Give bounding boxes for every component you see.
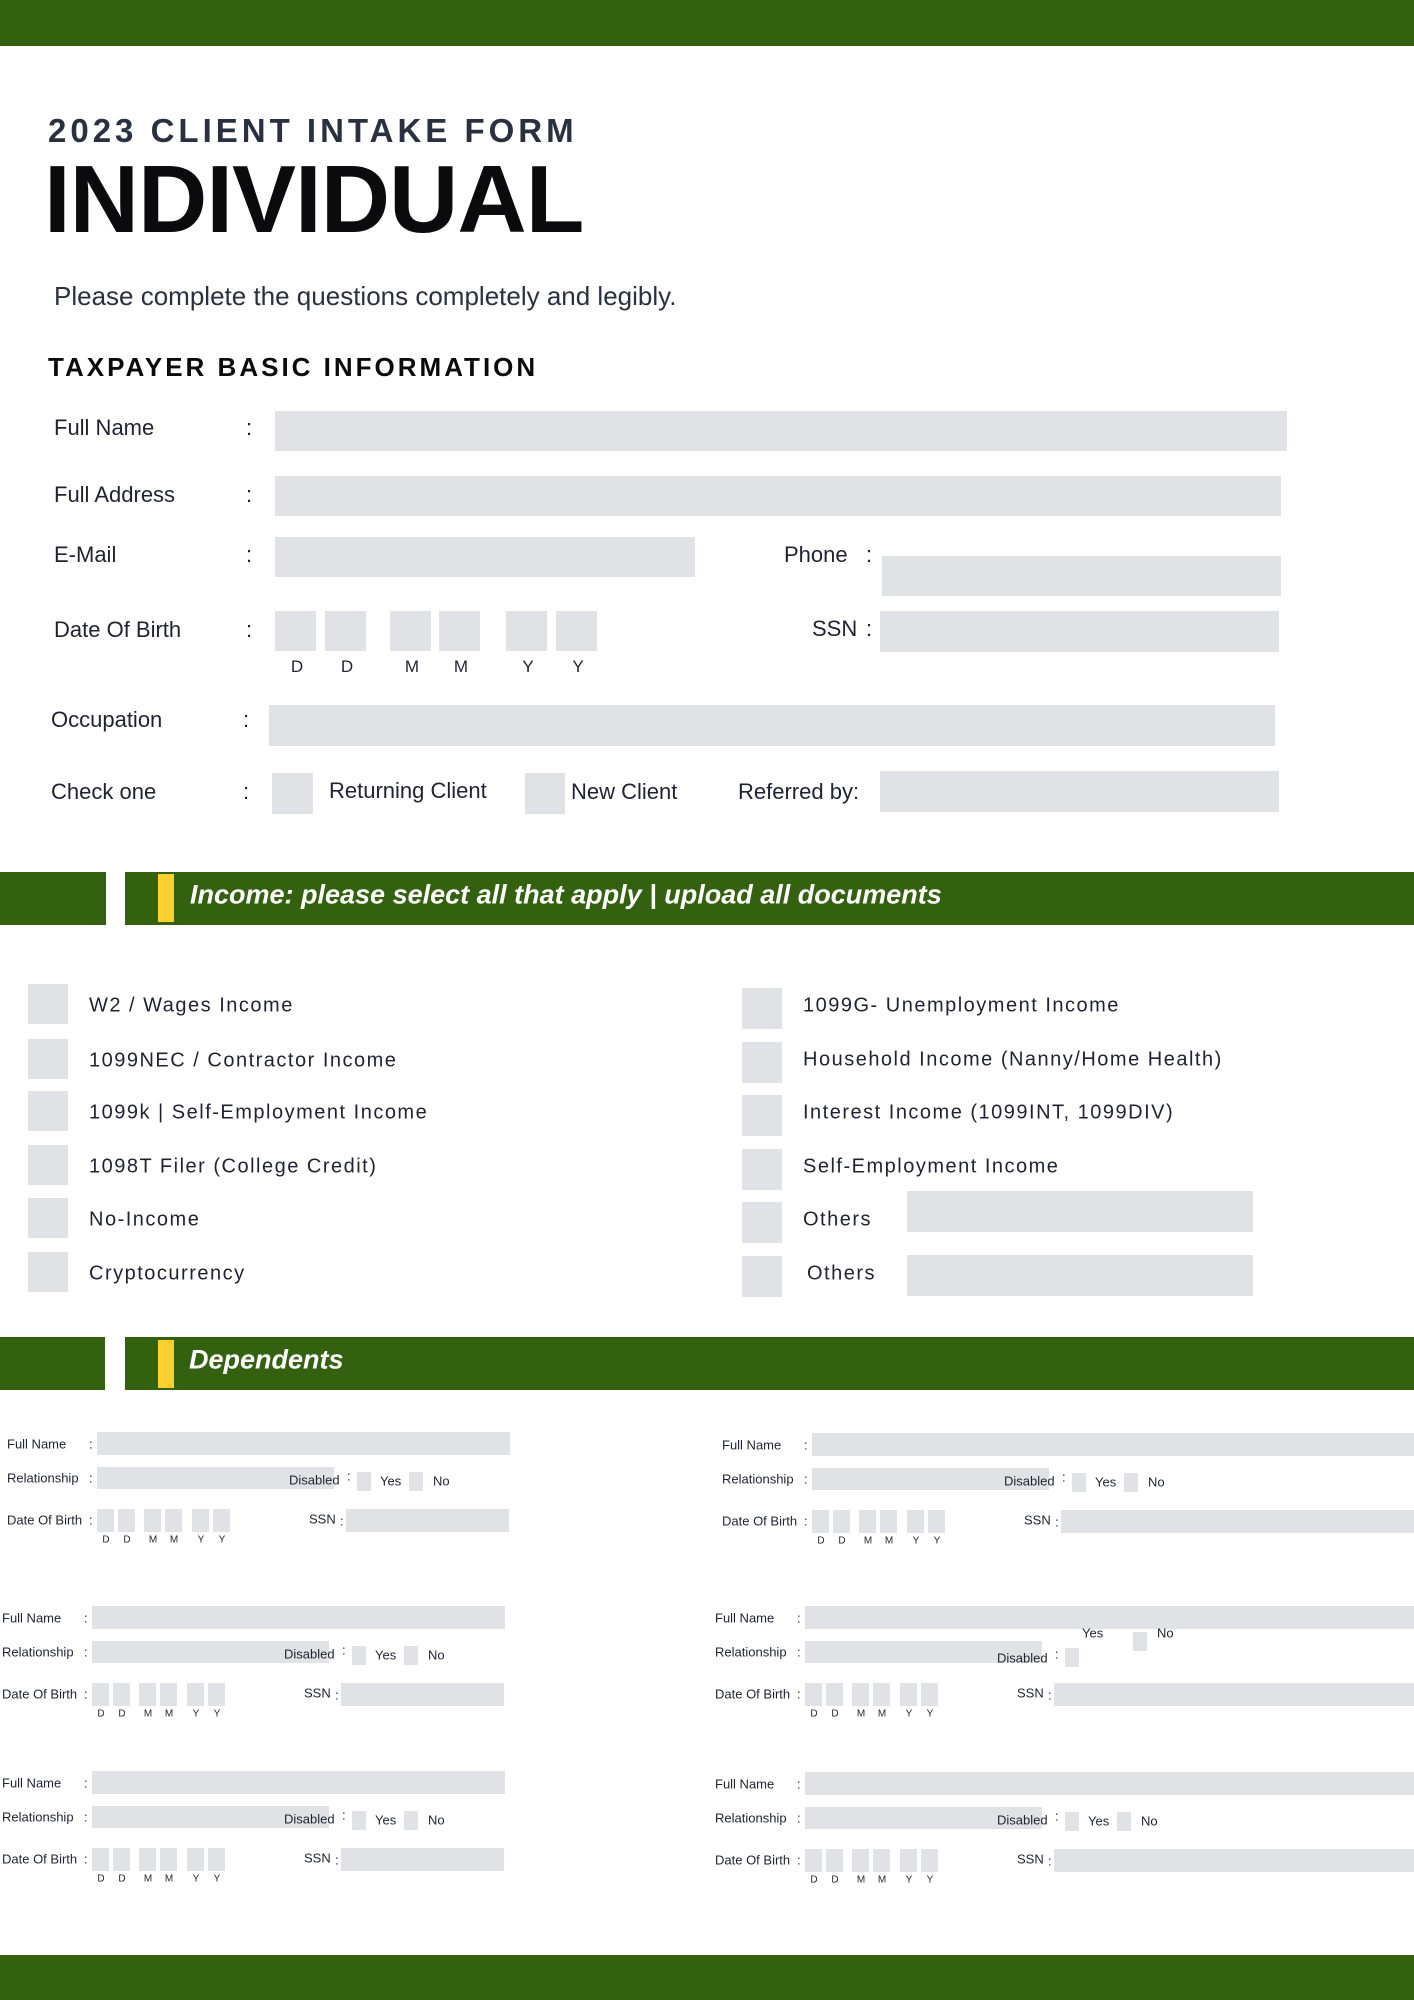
dependent-block xyxy=(715,1606,1414,1726)
income-option-label: Cryptocurrency xyxy=(89,1262,246,1285)
dependent-block xyxy=(2,1606,702,1726)
dob-letter: D xyxy=(118,1708,126,1720)
colon: : xyxy=(89,1512,93,1528)
income-option-label: Self-Employment Income xyxy=(803,1155,1060,1178)
colon: : xyxy=(797,1644,801,1660)
dob-box[interactable] xyxy=(192,1509,209,1532)
phone-label: Phone xyxy=(784,542,848,567)
income-option-label: Household Income (Nanny/Home Health) xyxy=(803,1048,1223,1071)
dob-box[interactable] xyxy=(97,1509,114,1532)
dependent-block xyxy=(7,1432,707,1552)
dob-letter: Y xyxy=(213,1873,221,1885)
dependent-dob-label: Date Of Birth xyxy=(722,1513,798,1529)
dependent-relationship-label: Relationship xyxy=(715,1644,787,1660)
dob-box[interactable] xyxy=(113,1683,130,1706)
returning-client-label: Returning Client xyxy=(329,778,487,803)
dob-box[interactable] xyxy=(144,1509,161,1532)
colon: : xyxy=(246,482,253,507)
colon: : xyxy=(1055,1808,1059,1824)
colon: : xyxy=(804,1471,808,1487)
dob-box[interactable] xyxy=(139,1848,156,1871)
full-address-label: Full Address xyxy=(54,482,176,507)
dob-box[interactable] xyxy=(928,1510,945,1533)
phone-input[interactable] xyxy=(882,556,1281,596)
top-bar xyxy=(0,0,1414,46)
banner-left-block xyxy=(0,1337,105,1390)
income-checkbox[interactable] xyxy=(28,1198,68,1238)
dob-letter: D xyxy=(290,657,304,676)
dob-letter: Y xyxy=(933,1535,941,1547)
disabled-label: Disabled xyxy=(284,1811,335,1827)
colon: : xyxy=(1055,1514,1059,1530)
colon: : xyxy=(797,1776,801,1792)
dependent-ssn-label: SSN xyxy=(304,1685,331,1701)
colon: : xyxy=(246,415,253,440)
dob-box[interactable] xyxy=(852,1849,869,1872)
dob-box[interactable] xyxy=(859,1510,876,1533)
dependent-ssn-label: SSN xyxy=(1017,1685,1044,1701)
others-input[interactable] xyxy=(907,1255,1253,1296)
disabled-label: Disabled xyxy=(1004,1473,1055,1489)
dob-box[interactable] xyxy=(187,1683,204,1706)
yes-label: Yes xyxy=(375,1812,397,1828)
dob-box[interactable] xyxy=(907,1510,924,1533)
disabled-no-checkbox[interactable] xyxy=(409,1472,423,1491)
dob-box[interactable] xyxy=(833,1510,850,1533)
income-checkbox[interactable] xyxy=(28,1252,68,1292)
dob-letter: D xyxy=(123,1534,131,1546)
dob-box[interactable] xyxy=(208,1683,225,1706)
dob-box[interactable] xyxy=(187,1848,204,1871)
disabled-no-checkbox[interactable] xyxy=(1133,1632,1147,1651)
disabled-yes-checkbox[interactable] xyxy=(1065,1648,1079,1667)
income-option-label: 1098T Filer (College Credit) xyxy=(89,1155,378,1178)
dob-box[interactable] xyxy=(852,1683,869,1706)
colon: : xyxy=(243,707,250,732)
colon: : xyxy=(84,1644,88,1660)
no-label: No xyxy=(428,1647,445,1663)
dob-letter: Y xyxy=(197,1534,205,1546)
dependent-ssn-label: SSN xyxy=(309,1511,336,1527)
dob-box[interactable] xyxy=(92,1683,109,1706)
income-option-label: W2 / Wages Income xyxy=(89,994,294,1017)
dob-letter: M xyxy=(877,1708,887,1720)
yes-label: Yes xyxy=(1082,1625,1104,1641)
yes-label: Yes xyxy=(380,1473,402,1489)
dob-letter: Y xyxy=(905,1874,913,1886)
bottom-bar xyxy=(0,1955,1414,2000)
colon: : xyxy=(1048,1853,1052,1869)
dependent-ssn-input[interactable] xyxy=(1061,1510,1414,1533)
colon: : xyxy=(89,1436,93,1452)
email-input[interactable] xyxy=(275,537,695,577)
banner-left-block xyxy=(0,872,106,925)
disabled-yes-checkbox[interactable] xyxy=(1065,1812,1079,1831)
colon: : xyxy=(89,1470,93,1486)
form-subtitle: 2023 CLIENT INTAKE FORM xyxy=(48,112,578,149)
dob-letter: D xyxy=(118,1873,126,1885)
colon: : xyxy=(804,1437,808,1453)
colon: : xyxy=(866,616,873,641)
dependents-heading: Dependents xyxy=(189,1344,344,1375)
dependent-dob-label: Date Of Birth xyxy=(2,1851,78,1867)
dependent-block xyxy=(2,1771,702,1891)
dob-box[interactable] xyxy=(439,611,480,651)
occupation-label: Occupation xyxy=(51,707,163,732)
dob-box[interactable] xyxy=(118,1509,135,1532)
disabled-label: Disabled xyxy=(284,1646,335,1662)
new-client-label: New Client xyxy=(571,779,678,804)
check-one-label: Check one xyxy=(51,779,157,804)
dob-box[interactable] xyxy=(826,1849,843,1872)
dob-box[interactable] xyxy=(139,1683,156,1706)
dependent-dob-label: Date Of Birth xyxy=(2,1686,78,1702)
dob-letter: M xyxy=(884,1535,894,1547)
dob-box[interactable] xyxy=(160,1848,177,1871)
dependent-full-name-input[interactable] xyxy=(92,1606,505,1629)
yes-label: Yes xyxy=(375,1647,397,1663)
dependent-full-name-label: Full Name xyxy=(2,1610,62,1626)
instruction-text: Please complete the questions completely and legibly. xyxy=(54,281,677,311)
colon: : xyxy=(243,779,250,804)
ssn-label: SSN xyxy=(812,616,858,641)
income-option-label: Others xyxy=(803,1208,873,1231)
dependent-relationship-label: Relationship xyxy=(715,1810,787,1826)
dob-letter: M xyxy=(856,1874,866,1886)
dob-letter: M xyxy=(169,1534,179,1546)
dependent-dob-label: Date Of Birth xyxy=(715,1686,791,1702)
dob-box[interactable] xyxy=(325,611,366,651)
dob-box[interactable] xyxy=(208,1848,225,1871)
dependent-ssn-input[interactable] xyxy=(1054,1683,1414,1706)
dependent-full-name-input[interactable] xyxy=(92,1771,505,1794)
colon: : xyxy=(347,1468,351,1484)
dob-box[interactable] xyxy=(812,1510,829,1533)
colon: : xyxy=(1048,1687,1052,1703)
dob-letter: D xyxy=(831,1708,839,1720)
yes-label: Yes xyxy=(1088,1813,1110,1829)
dependent-relationship-label: Relationship xyxy=(7,1470,79,1486)
dob-box[interactable] xyxy=(113,1848,130,1871)
dob-box[interactable] xyxy=(826,1683,843,1706)
disabled-no-checkbox[interactable] xyxy=(1124,1473,1138,1492)
returning-client-checkbox[interactable] xyxy=(272,773,313,814)
dob-letter: Y xyxy=(213,1708,221,1720)
ssn-input[interactable] xyxy=(880,611,1279,652)
referred-by-input[interactable] xyxy=(880,771,1279,812)
no-label: No xyxy=(1141,1813,1158,1829)
new-client-checkbox[interactable] xyxy=(525,773,565,814)
section-heading-taxpayer: TAXPAYER BASIC INFORMATION xyxy=(48,352,539,382)
income-checkbox[interactable] xyxy=(28,1039,68,1079)
dob-letter: D xyxy=(831,1874,839,1886)
dob-letter: D xyxy=(838,1535,846,1547)
dependent-full-name-input[interactable] xyxy=(805,1606,1414,1629)
dob-box[interactable] xyxy=(506,611,547,651)
dependent-full-name-label: Full Name xyxy=(715,1610,775,1626)
dob-letter: Y xyxy=(192,1708,200,1720)
income-checkbox[interactable] xyxy=(28,984,68,1024)
dob-box[interactable] xyxy=(921,1849,938,1872)
dependent-relationship-label: Relationship xyxy=(2,1809,74,1825)
form-title: INDIVIDUAL xyxy=(44,146,584,253)
dependent-full-name-input[interactable] xyxy=(805,1772,1414,1795)
dob-letter: Y xyxy=(192,1873,200,1885)
dob-letter: M xyxy=(164,1708,174,1720)
banner-accent xyxy=(158,874,174,922)
income-option-label: 1099G- Unemployment Income xyxy=(803,994,1120,1017)
dob-letter: M xyxy=(877,1874,887,1886)
dependent-block xyxy=(715,1772,1414,1892)
dob-letter: Y xyxy=(926,1874,934,1886)
colon: : xyxy=(335,1687,339,1703)
dob-letter: M xyxy=(143,1873,153,1885)
dob-letter: M xyxy=(143,1708,153,1720)
income-option-label: No-Income xyxy=(89,1208,201,1231)
banner-accent xyxy=(158,1340,174,1388)
income-option-label: 1099k | Self-Employment Income xyxy=(89,1101,429,1124)
income-checkbox[interactable] xyxy=(742,1042,782,1083)
dependent-ssn-input[interactable] xyxy=(341,1848,504,1871)
dependent-ssn-input[interactable] xyxy=(1054,1849,1414,1872)
colon: : xyxy=(246,617,253,642)
dob-box[interactable] xyxy=(165,1509,182,1532)
dependent-dob-label: Date Of Birth xyxy=(7,1512,83,1528)
colon: : xyxy=(340,1513,344,1529)
dependent-dob-label: Date Of Birth xyxy=(715,1852,791,1868)
dob-box[interactable] xyxy=(556,611,597,651)
income-heading: Income: please select all that apply | upload all documents xyxy=(190,879,942,910)
income-checkbox[interactable] xyxy=(742,988,782,1029)
dob-letter: D xyxy=(340,657,354,676)
dob-letter: D xyxy=(97,1708,105,1720)
no-label: No xyxy=(428,1812,445,1828)
full-name-input[interactable] xyxy=(275,411,1287,451)
dependent-ssn-input[interactable] xyxy=(346,1509,509,1532)
dependent-relationship-label: Relationship xyxy=(722,1471,794,1487)
dependent-full-name-label: Full Name xyxy=(7,1436,67,1452)
dob-label: Date Of Birth xyxy=(54,617,182,642)
income-checkbox[interactable] xyxy=(742,1202,782,1243)
dob-letter: M xyxy=(148,1534,158,1546)
dob-letter: Y xyxy=(572,657,584,676)
dependent-full-name-label: Full Name xyxy=(2,1775,62,1791)
dob-box[interactable] xyxy=(805,1683,822,1706)
dob-box[interactable] xyxy=(880,1510,897,1533)
colon: : xyxy=(342,1807,346,1823)
dob-box[interactable] xyxy=(160,1683,177,1706)
colon: : xyxy=(84,1686,88,1702)
colon: : xyxy=(335,1852,339,1868)
dob-letter: D xyxy=(817,1535,825,1547)
income-checkbox[interactable] xyxy=(742,1095,782,1136)
disabled-label: Disabled xyxy=(997,1650,1048,1666)
colon: : xyxy=(84,1775,88,1791)
disabled-yes-checkbox[interactable] xyxy=(352,1811,366,1830)
occupation-input[interactable] xyxy=(269,705,1275,746)
dob-letter: M xyxy=(404,657,420,676)
disabled-no-checkbox[interactable] xyxy=(404,1811,418,1830)
dependent-ssn-input[interactable] xyxy=(341,1683,504,1706)
dob-box[interactable] xyxy=(213,1509,230,1532)
colon: : xyxy=(804,1513,808,1529)
dob-letter: M xyxy=(863,1535,873,1547)
yes-label: Yes xyxy=(1095,1474,1117,1490)
dob-box[interactable] xyxy=(873,1849,890,1872)
dob-box[interactable] xyxy=(900,1683,917,1706)
disabled-label: Disabled xyxy=(289,1472,340,1488)
colon: : xyxy=(866,542,873,567)
disabled-no-checkbox[interactable] xyxy=(404,1646,418,1665)
dob-box[interactable] xyxy=(92,1848,109,1871)
dob-box[interactable] xyxy=(390,611,431,651)
colon: : xyxy=(84,1610,88,1626)
dependent-block xyxy=(722,1433,1414,1553)
colon: : xyxy=(84,1809,88,1825)
colon: : xyxy=(342,1642,346,1658)
income-checkbox[interactable] xyxy=(742,1256,782,1297)
dependent-full-name-input[interactable] xyxy=(812,1433,1414,1456)
dob-letter: D xyxy=(810,1874,818,1886)
income-option-label: Others xyxy=(807,1262,877,1285)
dob-letter: D xyxy=(810,1708,818,1720)
no-label: No xyxy=(1157,1625,1174,1641)
full-name-label: Full Name xyxy=(54,415,155,440)
referred-by-label: Referred by: xyxy=(738,779,860,804)
dependent-full-name-input[interactable] xyxy=(97,1432,510,1455)
colon: : xyxy=(246,542,253,567)
dependent-ssn-label: SSN xyxy=(304,1850,331,1866)
dependent-full-name-label: Full Name xyxy=(715,1776,775,1792)
dob-letter: D xyxy=(97,1873,105,1885)
disabled-no-checkbox[interactable] xyxy=(1117,1812,1131,1831)
colon: : xyxy=(797,1852,801,1868)
disabled-yes-checkbox[interactable] xyxy=(1072,1473,1086,1492)
dependent-ssn-label: SSN xyxy=(1024,1512,1051,1528)
disabled-label: Disabled xyxy=(997,1812,1048,1828)
colon: : xyxy=(797,1810,801,1826)
dob-letter: Y xyxy=(926,1708,934,1720)
dob-box[interactable] xyxy=(275,611,316,651)
income-checkbox[interactable] xyxy=(28,1091,68,1131)
dob-letter: Y xyxy=(905,1708,913,1720)
others-input[interactable] xyxy=(907,1191,1253,1232)
full-address-input[interactable] xyxy=(275,476,1281,516)
dependent-ssn-label: SSN xyxy=(1017,1851,1044,1867)
dob-letter: D xyxy=(102,1534,110,1546)
dob-box[interactable] xyxy=(900,1849,917,1872)
dob-letter: M xyxy=(856,1708,866,1720)
dependent-relationship-label: Relationship xyxy=(2,1644,74,1660)
dob-box[interactable] xyxy=(921,1683,938,1706)
dob-letter: Y xyxy=(218,1534,226,1546)
disabled-yes-checkbox[interactable] xyxy=(357,1472,371,1491)
dob-letter: Y xyxy=(912,1535,920,1547)
dob-box[interactable] xyxy=(805,1849,822,1872)
dob-letter: Y xyxy=(522,657,534,676)
colon: : xyxy=(797,1610,801,1626)
no-label: No xyxy=(433,1473,450,1489)
income-option-label: Interest Income (1099INT, 1099DIV) xyxy=(803,1101,1175,1124)
dob-letter: M xyxy=(453,657,469,676)
dependent-full-name-label: Full Name xyxy=(722,1437,782,1453)
email-label: E-Mail xyxy=(54,542,117,567)
colon: : xyxy=(797,1686,801,1702)
income-checkbox[interactable] xyxy=(742,1149,782,1190)
no-label: No xyxy=(1148,1474,1165,1490)
dob-box[interactable] xyxy=(873,1683,890,1706)
colon: : xyxy=(1055,1646,1059,1662)
colon: : xyxy=(84,1851,88,1867)
dob-letter: M xyxy=(164,1873,174,1885)
colon: : xyxy=(1062,1469,1066,1485)
income-option-label: 1099NEC / Contractor Income xyxy=(89,1049,398,1072)
disabled-yes-checkbox[interactable] xyxy=(352,1646,366,1665)
income-checkbox[interactable] xyxy=(28,1145,68,1185)
